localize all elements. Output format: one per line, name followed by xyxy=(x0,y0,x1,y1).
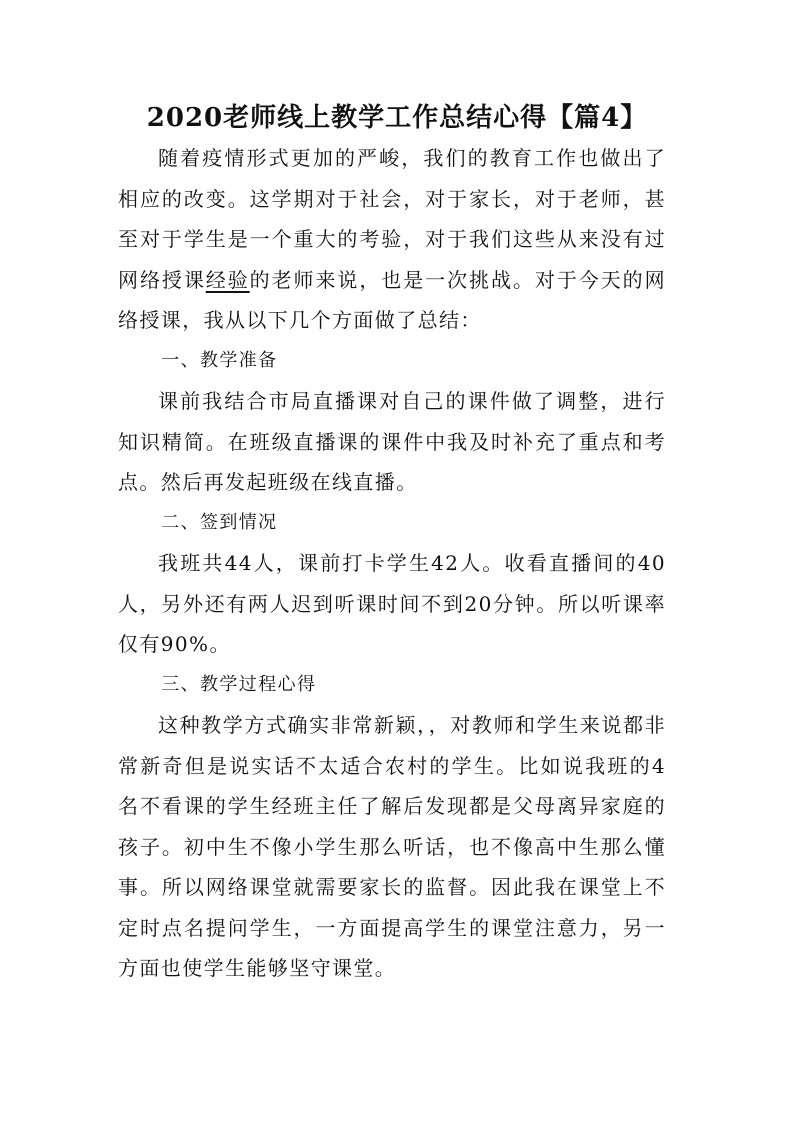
intro-text-end: 的老师来说，也是一次挑战。对于今天的网络授课，我从以下几个方面做了总结： xyxy=(118,267,666,332)
section-heading-attendance: 二、签到情况 xyxy=(161,511,278,533)
section-heading-teaching-process: 三、教学过程心得 xyxy=(161,673,317,695)
section-paragraph-teaching-preparation: 课前我结合市局直播课对自己的课件做了调整，进行知识精简。在班级直播课的课件中我及时补充了重点和考点。然后再发起班级在线直播。 xyxy=(118,389,666,494)
intro-text-start: 随着疫情形式更加的严峻，我们的教育工作也做出了相应的改变。这学期对于社会，对于家长，对于老师，甚至对于学生是一个重大的考验，对于我们这些从来没有过网络授课 xyxy=(118,146,666,292)
experience-link[interactable]: 经验 xyxy=(205,267,250,292)
section-heading-teaching-preparation: 一、教学准备 xyxy=(161,349,278,371)
intro-paragraph xyxy=(118,138,666,341)
section-paragraph-teaching-process: 这种教学方式确实非常新颖，，对教师和学生来说都非常新奇但是说实话不太适合农村的学生。比如说我班的4名不看课的学生经班主任了解后发现都是父母离异家庭的孩子。初中生不像小学生那么听话，也不像高中生那么懂事。所以网络课堂就需要家长的监督。因此我在课堂上不定时点名提问学生，一方面提高学生的课堂注意力，另一方面也使学生能够坚守课堂。 xyxy=(118,713,666,980)
section-paragraph-attendance: 我班共44人，课前打卡学生42人。收看直播间的40人，另外还有两人迟到听课时间不到20分钟。所以听课率仅有90%。 xyxy=(118,551,666,656)
document-title: 2020老师线上教学工作总结心得【篇4】 xyxy=(146,103,648,133)
document-body xyxy=(118,138,666,989)
